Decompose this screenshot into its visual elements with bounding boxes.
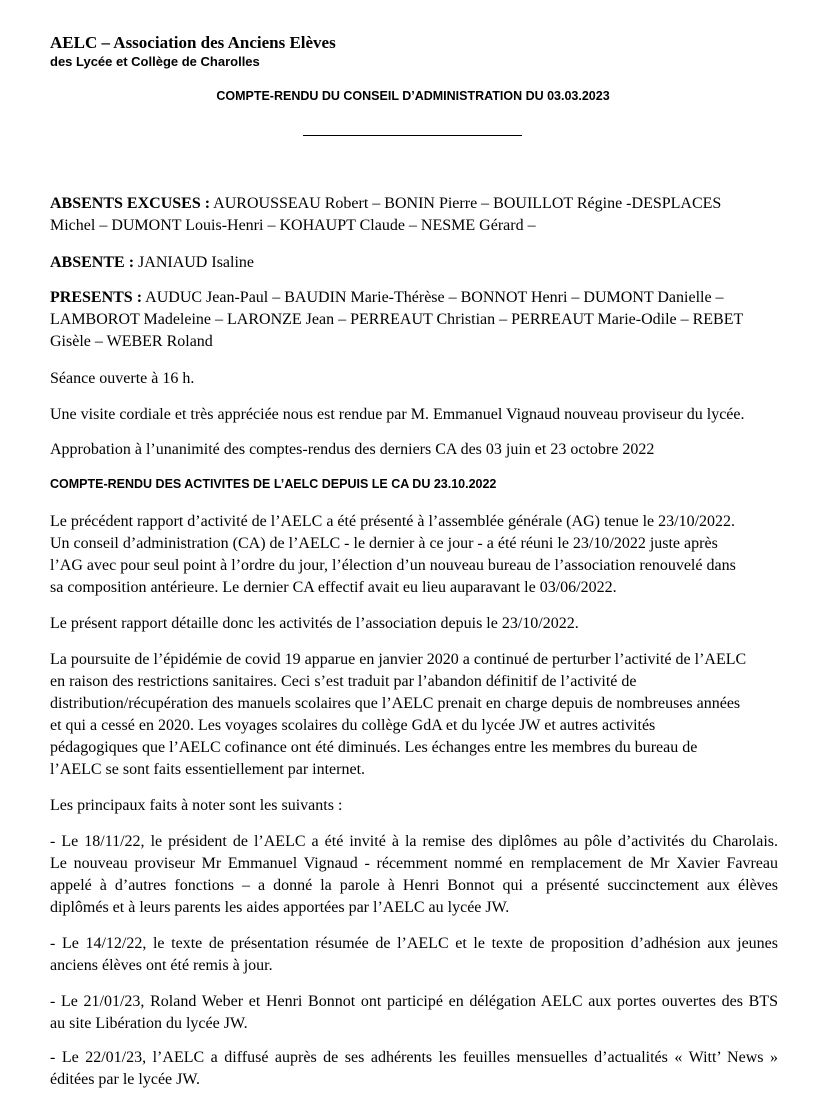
- organization-subtitle: des Lycée et Collège de Charolles: [50, 54, 260, 69]
- paragraph-line: La poursuite de l’épidémie de covid 19 apparue en janvier 2020 a continué de perturber l’activité de l’AELC: [50, 651, 747, 668]
- presents-paragraph: [50, 287, 778, 353]
- paragraph-line: éditées par le lycée JW.: [50, 1071, 201, 1088]
- fact-item-3: [50, 991, 778, 1035]
- paragraph-line: et qui a cessé en 2020. Les voyages scolaires du collège GdA et du lycée JW et autres activités: [50, 717, 656, 734]
- absents-label: ABSENTS EXCUSES :: [50, 195, 211, 212]
- section-heading: COMPTE-RENDU DES ACTIVITES DE L’AELC DEPUIS LE CA DU 23.10.2022: [50, 477, 497, 491]
- absente-paragraph: [50, 252, 778, 274]
- fact-item-1: [50, 831, 778, 919]
- approval-paragraph: Approbation à l’unanimité des comptes-rendus des derniers CA des 03 juin et 23 octobre 2022: [50, 441, 655, 458]
- activity-report-paragraph: [50, 511, 778, 599]
- paragraph-line: distribution/récupération des manuels scolaires que l’AELC prenait en charge depuis de nombreuses années: [50, 695, 741, 712]
- paragraph-line: - Le 21/01/23, Roland Weber et Henri Bonnot ont participé en délégation AELC aux portes ouvertes des BTS: [50, 993, 778, 1010]
- facts-intro: Les principaux faits à noter sont les suivants :: [50, 797, 343, 814]
- presents-label: PRESENTS :: [50, 289, 143, 306]
- paragraph-line: l’AELC se sont faits essentiellement par internet.: [50, 761, 366, 778]
- paragraph-line: - Le 22/01/23, l’AELC a diffusé auprès de ses adhérents les feuilles mensuelles d’actualités « Witt’ News »: [50, 1049, 778, 1066]
- paragraph-line: Le précédent rapport d’activité de l’AELC a été présenté à l’assemblée générale (AG) tenue le 23/10/2022.: [50, 513, 736, 530]
- paragraph-line: sa composition antérieure. Le dernier CA effectif avait eu lieu auparavant le 03/06/2022.: [50, 579, 617, 596]
- paragraph-line: en raison des restrictions sanitaires. Ceci s’est traduit par l’abandon définitif de l’activité de: [50, 673, 637, 690]
- paragraph-line: pédagogiques que l’AELC cofinance ont été diminués. Les échanges entre les membres du bureau de: [50, 739, 698, 756]
- document-title: COMPTE-RENDU DU CONSEIL D’ADMINISTRATION DU 03.03.2023: [216, 89, 610, 103]
- absents-excuses-paragraph: [50, 193, 778, 237]
- paragraph-line: Un conseil d’administration (CA) de l’AELC - le dernier à ce jour - a été réuni le 23/10/2022 juste après: [50, 535, 718, 552]
- absents-names-line-2: Michel – DUMONT Louis-Henri – KOHAUPT Claude – NESME Gérard –: [50, 217, 536, 234]
- absente-label: ABSENTE :: [50, 254, 135, 271]
- paragraph-line: anciens élèves ont été remis à jour.: [50, 957, 273, 974]
- absente-name: JANIAUD Isaline: [134, 254, 255, 271]
- absents-names-line-1: AUROUSSEAU Robert – BONIN Pierre – BOUILLOT Régine -DESPLACES: [210, 195, 722, 212]
- presents-names-line-1: AUDUC Jean-Paul – BAUDIN Marie-Thérèse – BONNOT Henri – DUMONT Danielle –: [142, 289, 724, 306]
- paragraph-line: appelé à d’autres fonctions – a donné la parole à Henri Bonnot qui a présenté succinctement aux élèves: [50, 877, 778, 894]
- covid-paragraph: [50, 649, 778, 781]
- visit-paragraph: Une visite cordiale et très appréciée nous est rendue par M. Emmanuel Vignaud nouveau proviseur du lycée.: [50, 406, 745, 423]
- fact-item-2: [50, 933, 778, 977]
- paragraph-line: - Le 14/12/22, le texte de présentation résumée de l’AELC et le texte de proposition d’adhésion aux jeunes: [50, 935, 778, 952]
- paragraph-line: - Le 18/11/22, le président de l’AELC a été invité à la remise des diplômes au pôle d’activités du Charolais.: [50, 833, 778, 850]
- fact-item-4: [50, 1047, 778, 1091]
- seance-opening: Séance ouverte à 16 h.: [50, 370, 195, 387]
- paragraph-line: diplômés et à leurs parents les aides apportées par l’AELC au lycée JW.: [50, 899, 510, 916]
- paragraph-line: au site Libération du lycée JW.: [50, 1015, 248, 1032]
- title-underline: [303, 135, 522, 136]
- report-scope-paragraph: Le présent rapport détaille donc les activités de l’association depuis le 23/10/2022.: [50, 615, 579, 632]
- paragraph-line: l’AG avec pour seul point à l’ordre du jour, l’élection d’un nouveau bureau de l’association renouvelé dans: [50, 557, 736, 574]
- organization-name: AELC – Association des Anciens Elèves: [50, 33, 336, 52]
- paragraph-line: Le nouveau proviseur Mr Emmanuel Vignaud - récemment nommé en remplacement de Mr Xavier Favreau: [50, 855, 778, 872]
- presents-names-line-2: LAMBOROT Madeleine – LARONZE Jean – PERREAUT Christian – PERREAUT Marie-Odile – REBET: [50, 311, 744, 328]
- presents-names-line-3: Gisèle – WEBER Roland: [50, 333, 213, 350]
